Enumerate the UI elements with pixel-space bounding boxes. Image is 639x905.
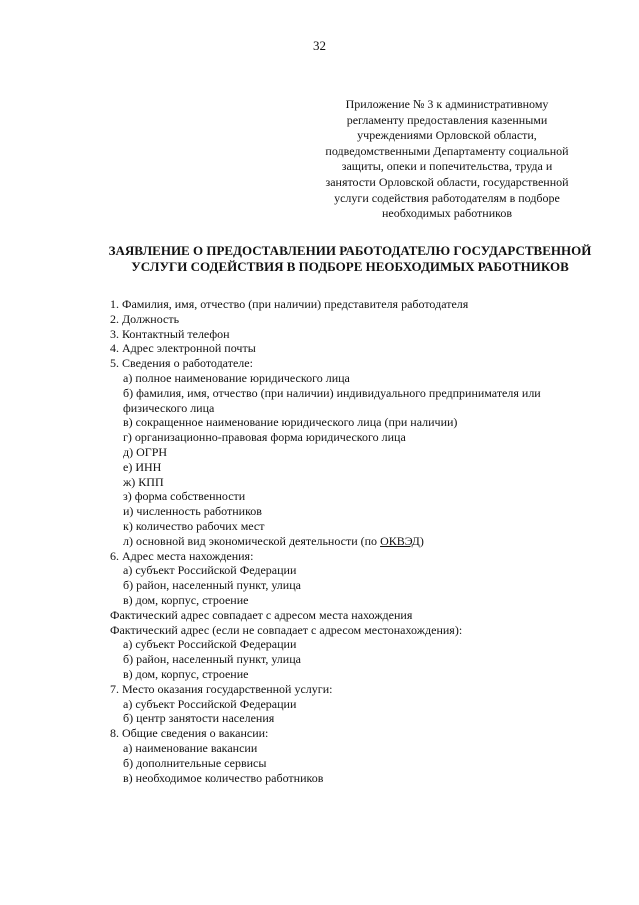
title-line: УСЛУГИ СОДЕЙСТВИЯ В ПОДБОРЕ НЕОБХОДИМЫХ РАБОТНИКОВ bbox=[131, 259, 569, 274]
actual-address-b: б) район, населенный пункт, улица bbox=[123, 652, 301, 667]
item-5l bbox=[110, 534, 590, 549]
item-6-address: 6. Адрес места нахождения: bbox=[110, 548, 254, 563]
item-8-vacancy-info: 8. Общие сведения о вакансии: bbox=[110, 726, 269, 741]
page-number: 32 bbox=[313, 38, 326, 53]
item-5a: а) полное наименование юридического лица bbox=[123, 370, 350, 385]
actual-address-v: в) дом, корпус, строение bbox=[123, 666, 249, 681]
appendix-line: подведомственными Департаменту социальной bbox=[325, 143, 569, 158]
item-2-position: 2. Должность bbox=[110, 311, 180, 326]
item-5i: и) численность работников bbox=[123, 504, 262, 519]
okved-link: ОКВЭД bbox=[380, 533, 420, 548]
item-5g: г) организационно-правовая форма юридического лица bbox=[123, 430, 406, 445]
item-7b: б) центр занятости населения bbox=[123, 711, 275, 726]
item-5zh: ж) КПП bbox=[123, 474, 164, 489]
appendix-header bbox=[322, 97, 572, 222]
item-7-service-place: 7. Место оказания государственной услуги: bbox=[110, 681, 333, 696]
item-6v: в) дом, корпус, строение bbox=[123, 592, 249, 607]
appendix-line: защиты, опеки и попечительства, труда и bbox=[341, 159, 553, 174]
item-5k: к) количество рабочих мест bbox=[123, 518, 265, 533]
document-title bbox=[90, 243, 610, 275]
appendix-line: необходимых работников bbox=[381, 206, 513, 221]
form-fields-list bbox=[110, 297, 590, 785]
appendix-line: регламенту предоставления казенными bbox=[346, 112, 548, 127]
item-1-representative-name: 1. Фамилия, имя, отчество (при наличии) представителя работодателя bbox=[110, 297, 469, 311]
item-5e: е) ИНН bbox=[123, 459, 162, 474]
item-3-phone: 3. Контактный телефон bbox=[110, 326, 230, 341]
title-line: ЗАЯВЛЕНИЕ О ПРЕДОСТАВЛЕНИИ РАБОТОДАТЕЛЮ ГОСУДАРСТВЕННОЙ bbox=[108, 243, 592, 258]
appendix-line: услуги содействия работодателям в подборе bbox=[334, 190, 560, 205]
appendix-line: Приложение № 3 к административному bbox=[345, 97, 549, 111]
item-5l-suffix: ) bbox=[419, 533, 424, 548]
item-8v: в) необходимое количество работников bbox=[123, 770, 324, 785]
actual-address-same: Фактический адрес совпадает с адресом места нахождения bbox=[110, 607, 413, 622]
item-5-employer-info: 5. Сведения о работодателе: bbox=[110, 356, 253, 371]
actual-address-different: Фактический адрес (если не совпадает с адресом местонахождения): bbox=[110, 622, 463, 637]
item-5b: б) фамилия, имя, отчество (при наличии) индивидуального предпринимателя или физического лица bbox=[123, 385, 541, 415]
appendix-line: занятости Орловской области, государственной bbox=[325, 174, 569, 189]
item-5z: з) форма собственности bbox=[123, 489, 246, 504]
item-5d: д) ОГРН bbox=[123, 444, 168, 459]
appendix-line: учреждениями Орловской области, bbox=[357, 128, 537, 143]
item-7a: а) субъект Российской Федерации bbox=[123, 696, 297, 711]
item-6a: а) субъект Российской Федерации bbox=[123, 563, 297, 578]
item-5v: в) сокращенное наименование юридического лица (при наличии) bbox=[123, 415, 458, 430]
item-8a: а) наименование вакансии bbox=[123, 740, 258, 755]
item-6b: б) район, населенный пункт, улица bbox=[123, 578, 301, 593]
item-8b: б) дополнительные сервисы bbox=[123, 755, 267, 770]
actual-address-a: а) субъект Российской Федерации bbox=[123, 637, 297, 652]
item-5l-text: л) основной вид экономической деятельности (по bbox=[123, 533, 381, 548]
item-4-email: 4. Адрес электронной почты bbox=[110, 341, 256, 356]
